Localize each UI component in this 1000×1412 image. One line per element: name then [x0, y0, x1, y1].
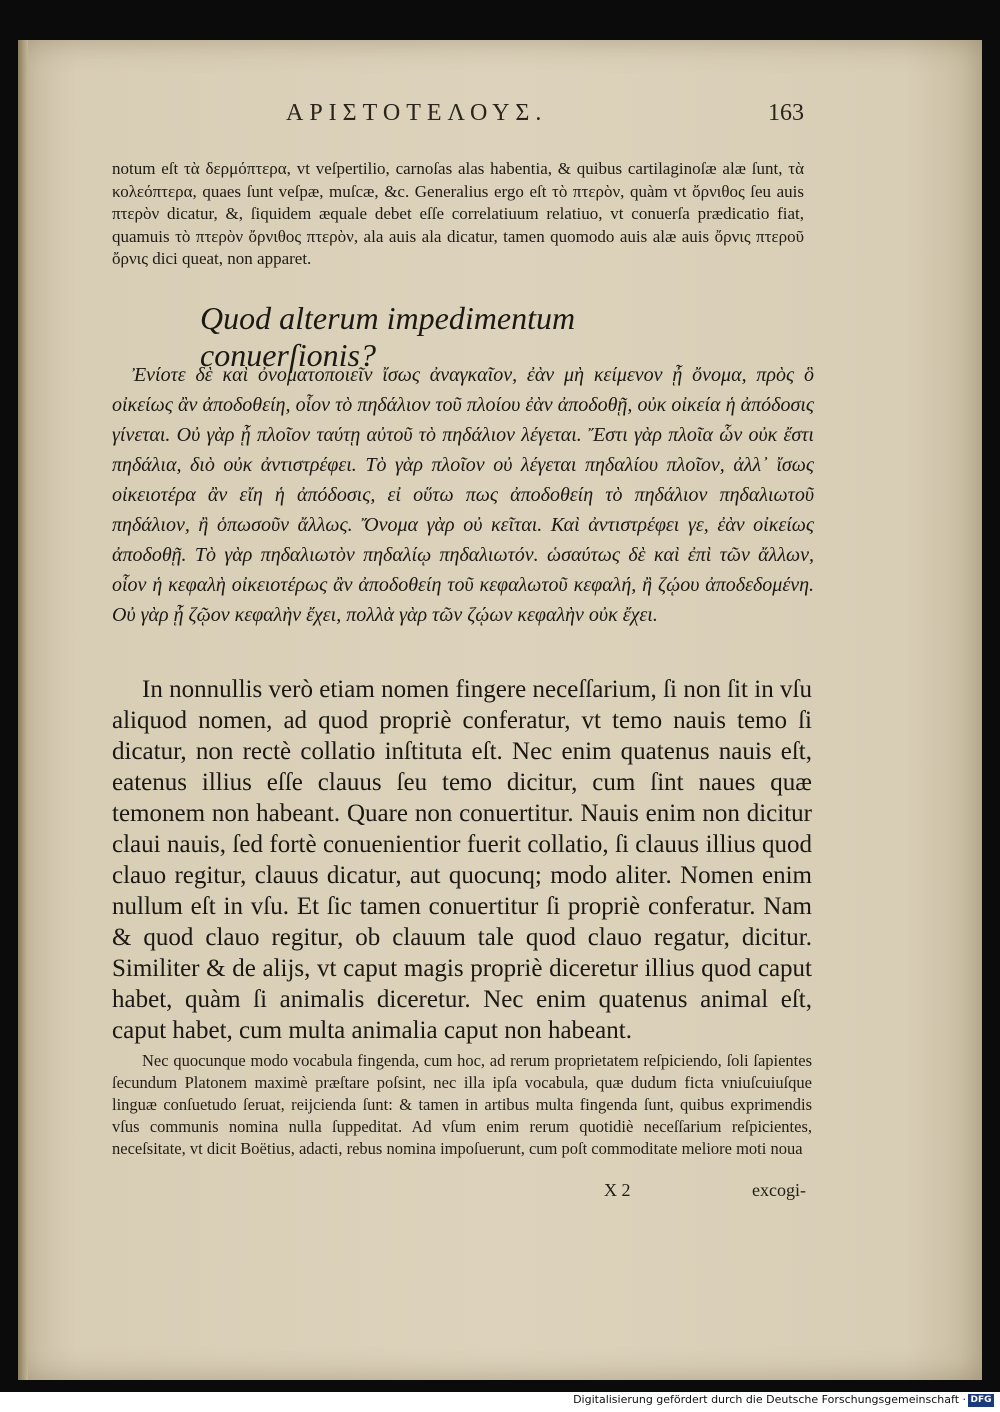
page-gutter [18, 40, 28, 1380]
greek-text-block [112, 360, 814, 630]
digitization-credit: Digitalisierung gefördert durch die Deutsche Forschungsgemeinschaft · [573, 1393, 966, 1406]
page-number: 163 [768, 100, 804, 126]
signature-mark: X 2 [604, 1180, 631, 1200]
catchword: excogi- [752, 1180, 806, 1200]
commentary-block [112, 1050, 812, 1160]
running-head: ΑΡΙΣΤΟΤΕΛΟΥΣ. [286, 100, 548, 126]
intro-paragraph: notum eſt τὰ δερμόπτερα, vt veſpertilio, carnoſas alas habentia, & quibus cartilaginoſæ alæ ſunt, τὰ κολεόπτερα, quaes ſunt veſpæ, muſcæ, &c. Generalius ergo eſt τὸ πτερὸν, quàm vt ὄρνιθος ſeu auis πτερὸν dicatur, &, ſiquidem æquale debet eſſe correlatiuum relatiuo, vt conuerſa prædicatio fiat, quamuis τὸ πτερὸν ὄρνιθος πτερὸν, ala auis ala dicatur, tamen quomodo auis alæ auis ὄρνις πτεροῦ ὄρνις dici queat, non apparet. [112, 159, 804, 268]
section-heading: Quod alterum impedimentum conuerſionis? [200, 300, 576, 373]
latin-paragraph: In nonnullis verò etiam nomen fingere neceſſarium, ſi non ſit in vſu aliquod nomen, ad quod propriè conferatur, vt temo nauis temo ſi dicatur, non rectè collatio inſtituta eſt. Nec enim quatenus nauis eſt, eatenus illius eſſe clauus ſeu temo dicitur, cum ſint naues quæ temonem non habeant. Quare non conuertitur. Nauis enim non dicitur claui nauis, ſed fortè conuenientior fuerit collatio, ſi clauus illius quod clauo regitur, clauus dicatur, aut quocunq; modo aliter. Nomen enim nullum eſt in vſu. Et ſic tamen conuertitur ſi propriè conferatur. Nam & quod clauo regitur, ob clauum tale quod clauo regatur, dicitur. Similiter & de alijs, vt caput magis propriè diceretur illius quod caput habet, quàm ſi animalis diceretur. Nec enim quatenus animal eſt, caput habet, cum multa animalia caput non habeant. [112, 676, 812, 1044]
latin-translation-block [112, 674, 812, 1046]
dfg-logo: DFG [968, 1394, 994, 1407]
commentary-paragraph: Nec quocunque modo vocabula fingenda, cum hoc, ad rerum proprietatem reſpiciendo, ſoli ſapientes ſecundum Platonem maximè præſtare poſsint, nec illa ipſa vocabula, quæ dudum ficta vniuſcuiuſque linguæ conſuetudo ſeruat, reijcienda ſunt: & tamen in artibus multa fingenda ſunt, quibus exprimendis vſus communis nomina nulla ſuppeditat. Ad vſum enim rerum quotidiè neceſſarium reſpicientes, neceſsitate, vt dicit Boëtius, adacti, rebus nomina impoſuerunt, cum poſt commoditate meliore moti noua [112, 1051, 812, 1158]
greek-paragraph: Ἐνίοτε δὲ καὶ ὀνοματοποιεῖν ἴσως ἀναγκαῖον, ἐὰν μὴ κείμενον ᾖ ὄνομα, πρὸς ὃ οἰκείως ἂν ἀποδοθείη, οἷον τὸ πηδάλιον τοῦ πλοίου ἐὰν ἀποδοθῇ, οὐκ οἰκεία ἡ ἀπόδοσις γίνεται. Οὐ γὰρ ᾗ πλοῖον ταύτῃ αὐτοῦ τὸ πηδάλιον λέγεται. Ἔστι γὰρ πλοῖα ὧν οὐκ ἔστι πηδάλια, διὸ οὐκ ἀντιστρέφει. Τὸ γὰρ πλοῖον οὐ λέγεται πηδαλίου πλοῖον, ἀλλ᾽ ἴσως οἰκειοτέρα ἂν εἴη ἡ ἀπόδοσις, εἰ οὕτω πως ἀποδοθείη τὸ πηδάλιον πηδαλιωτοῦ πηδάλιον, ἢ ὁπωσοῦν ἄλλως. Ὄνομα γὰρ οὐ κεῖται. Καὶ ἀντιστρέφει γε, ἐὰν οἰκείως ἀποδοθῇ. Τὸ γὰρ πηδαλιωτὸν πηδαλίῳ πηδαλιωτόν. ὡσαύτως δὲ καὶ ἐπὶ τῶν ἄλλων, οἷον ἡ κεφαλὴ οἰκειοτέρως ἂν ἀποδοθείη τοῦ κεφαλωτοῦ κεφαλή, ἢ ζῴου ἀποδεδομένη. Οὐ γὰρ ᾗ ζῷον κεφαλὴν ἔχει, πολλὰ γὰρ τῶν ζῴων κεφαλὴν οὐκ ἔχει. [112, 364, 814, 626]
